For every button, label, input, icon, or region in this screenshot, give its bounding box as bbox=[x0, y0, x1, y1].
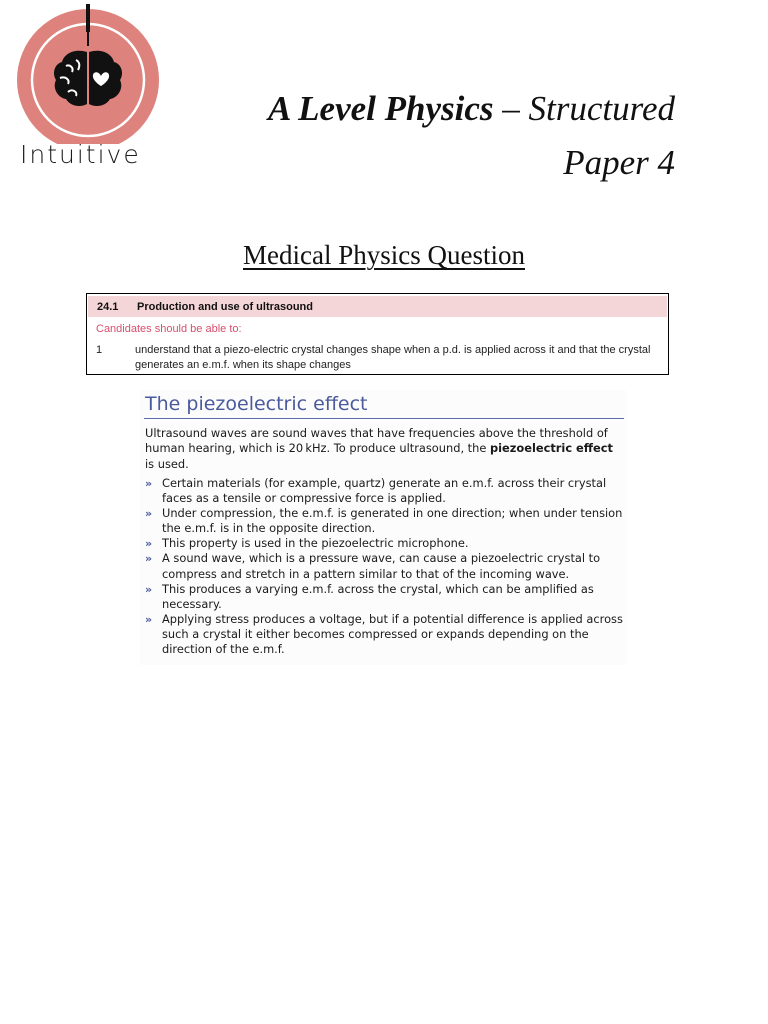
list-item-text: Certain materials (for example, quartz) generate an e.m.f. across their crystal faces as a tensile or compressive force is applied. bbox=[162, 476, 607, 506]
intro-text-start: Ultrasound waves are sound waves that have frequencies above the threshold of human hearing, which is 20 kHz. To produce ultrasound, the bbox=[145, 426, 608, 456]
list-item-text: Under compression, the e.m.f. is generated in one direction; when under tension the e.m.f. is in the opposite direction. bbox=[162, 506, 623, 536]
list-item-text: Applying stress produces a voltage, but if a potential difference is applied across such a crystal it either becomes compressed or expands depending on the direction of the e.m.f. bbox=[162, 611, 623, 657]
list-item bbox=[145, 476, 623, 506]
intro-bold-term: piezoelectric effect bbox=[490, 441, 613, 456]
candidates-label: Candidates should be able to: bbox=[96, 323, 242, 335]
syllabus-box bbox=[86, 293, 669, 375]
document-title bbox=[175, 82, 675, 190]
excerpt-title: The piezoelectric effect bbox=[145, 393, 368, 415]
list-item bbox=[145, 551, 623, 581]
logo-text: Intuitive bbox=[20, 140, 141, 169]
list-item-text: This property is used in the piezoelectric microphone. bbox=[162, 536, 469, 551]
brain-heart-icon bbox=[14, 4, 164, 144]
list-item bbox=[145, 612, 623, 657]
intro-text-end: is used. bbox=[145, 456, 189, 471]
syllabus-item-number: 1 bbox=[96, 344, 103, 356]
section-heading-text: Medical Physics Question bbox=[243, 240, 525, 270]
syllabus-number: 24.1 bbox=[97, 301, 119, 313]
syllabus-header bbox=[88, 296, 667, 317]
list-item-text: A sound wave, which is a pressure wave, can cause a piezoelectric crystal to compress and stretch in a pattern similar to that of the incoming wave. bbox=[162, 551, 601, 581]
list-item bbox=[145, 582, 623, 612]
chevron-bullet-icon: » bbox=[145, 477, 153, 490]
chevron-bullet-icon: » bbox=[145, 507, 153, 521]
list-item-text: This produces a varying e.m.f. across the crystal, which can be amplified as necessary. bbox=[162, 581, 594, 611]
syllabus-title: Production and use of ultrasound bbox=[137, 301, 313, 313]
section-heading bbox=[0, 240, 768, 271]
chevron-bullet-icon: » bbox=[145, 537, 153, 551]
textbook-excerpt bbox=[140, 390, 626, 665]
syllabus-item-text: understand that a piezo-electric crystal changes shape when a p.d. is applied across it and that the crystal generates an e.m.f. when its shape changes bbox=[135, 344, 651, 371]
title-line2: Paper 4 bbox=[563, 143, 675, 182]
chevron-bullet-icon: » bbox=[145, 582, 153, 596]
excerpt-intro bbox=[145, 426, 623, 472]
list-item bbox=[145, 506, 623, 536]
list-item bbox=[145, 536, 623, 551]
brand-logo bbox=[14, 4, 164, 174]
title-bold: A Level Physics bbox=[268, 89, 494, 128]
chevron-bullet-icon: » bbox=[145, 612, 153, 626]
excerpt-bullet-list bbox=[145, 476, 623, 657]
chevron-bullet-icon: » bbox=[145, 552, 153, 566]
excerpt-divider bbox=[144, 418, 624, 419]
title-rest: – Structured bbox=[493, 89, 675, 128]
